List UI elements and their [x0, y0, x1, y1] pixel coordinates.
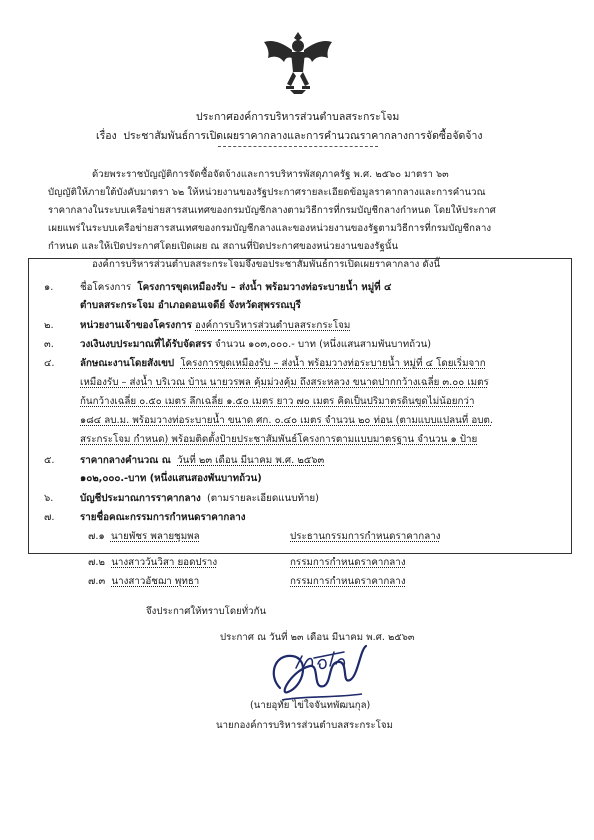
item-value: จำนวน ๑๐๓,๐๐๐.- บาท (หนึ่งแสนสามพันบาทถ้วน): [214, 339, 432, 350]
item-project-name: [80, 280, 391, 295]
item-value: ๑๐๒,๐๐๐.-บาท (หนึ่งแสนสองพันบาทถ้วน): [80, 473, 262, 484]
committee-role: ประธานกรรมการกำหนดราคากลาง: [290, 531, 441, 542]
item-label: รายชื่อคณะกรรมการกำหนดราคากลาง: [80, 512, 246, 523]
item-value: องค์การบริหารส่วนตำบลสระกระโจม: [195, 320, 351, 331]
item-agency: [80, 318, 350, 333]
item-summary-line: ๑๘๔ ลบ.ม. พร้อมวางท่อระบายน้ำ ขนาด ศก. ๐.๔๐ เมตร จำนวน ๒๐ ท่อน (ตามแบบแปลนที่ อบต.: [80, 415, 493, 426]
preamble-line-1: ด้วยพระราชบัญญัติการจัดซื้อจัดจ้างและการบริหารพัสดุภาครัฐ พ.ศ. ๒๕๖๐ มาตรา ๖๓: [92, 169, 449, 180]
item-budget: [80, 337, 431, 352]
committee-name: นายพัชร พลายชุมพล: [110, 531, 200, 542]
item-number: ๓.: [44, 339, 54, 350]
item-label: ราคากลางคำนวณ ณ: [80, 455, 171, 466]
item-value: วันที่ ๒๓ เดือน มีนาคม พ.ศ. ๒๕๖๓: [177, 455, 325, 466]
signer-title: นายกองค์การบริหารส่วนตำบลสระกระโจม: [216, 720, 393, 731]
committee-row: [88, 555, 217, 570]
committee-no: ๗.๒: [88, 557, 105, 568]
item-estimate: [80, 491, 319, 506]
signer-name: (นายอุทัย ไข่ใจจันทพัฒนกุล): [250, 700, 371, 711]
item-value: (ตามรายละเอียดแนบท้าย): [206, 493, 319, 504]
item-number: ๒.: [44, 320, 54, 331]
preamble-line-4: เผยแพร่ในระบบเครือข่ายสารสนเทศของกรมบัญชีกลางและของหน่วยงานของรัฐตามวิธีการที่กรมบัญชีกลาง: [48, 223, 492, 234]
item-label: ชื่อโครงการ: [80, 282, 132, 293]
issuer-line: ประกาศองค์การบริหารส่วนตำบลสระกระโจม: [196, 111, 400, 123]
preamble-line-6: องค์การบริหารส่วนตำบลสระกระโจมจึงขอประชาสัมพันธ์การเปิดเผยราคากลาง ดังนี้: [92, 259, 441, 270]
item-number: ๑.: [44, 282, 54, 293]
item-number: ๕.: [44, 455, 55, 466]
committee-role: กรรมการกำหนดราคากลาง: [290, 576, 406, 587]
subject-line: [96, 127, 482, 144]
date-line: ประกาศ ณ วันที่ ๒๓ เดือน มีนาคม พ.ศ. ๒๕๖๓: [220, 632, 415, 643]
committee-role: กรรมการกำหนดราคากลาง: [290, 557, 406, 568]
item-label: หน่วยงานเจ้าของโครงการ: [80, 320, 192, 331]
committee-name: นางสาววันวิสา ยอดปราง: [111, 557, 218, 568]
item-number: ๔.: [44, 358, 55, 369]
subject-text: ประชาสัมพันธ์การเปิดเผยราคากลางและการคำนวณราคากลางการจัดซื้อจัดจ้าง: [123, 130, 483, 142]
item-summary: [80, 356, 486, 371]
closing-text: จึงประกาศให้ทราบโดยทั่วกัน: [146, 606, 267, 617]
garuda-emblem-icon: [262, 28, 334, 96]
item-label: ลักษณะงานโดยสังเขป: [80, 358, 175, 369]
header-divider: [218, 146, 378, 147]
committee-no: ๗.๓: [88, 576, 106, 587]
preamble-line-5: กำหนด และให้เปิดประกาศโดยเปิดเผย ณ สถานที่ปิดประกาศของหน่วยงานของรัฐนั้น: [48, 241, 399, 252]
item-label: วงเงินงบประมาณที่ได้รับจัดสรร: [80, 339, 212, 350]
committee-row: [88, 529, 200, 544]
committee-name: นางสาวอัชฌา พุทธา: [111, 576, 200, 587]
preamble-line-3: ราคากลางในระบบเครือข่ายสารสนเทศของกรมบัญชีกลางตามวิธีการที่กรมบัญชีกลางกำหนด โดยให้ประกาศ: [48, 205, 496, 216]
item-committee-heading: [80, 510, 246, 525]
item-label: บัญชีประมาณการราคากลาง: [80, 493, 201, 504]
item-number: ๗.: [44, 512, 55, 523]
item-summary-line: เหมืองรับ – ส่งน้ำ บริเวณ บ้าน นายวรพล คุ้มม่วงคุ้ม ถึงสระหลวง ขนาดปากกว้างเฉลี่ย ๓.๐๐ เมตร: [80, 377, 489, 388]
item-value: โครงการขุดเหมืองรับ – ส่งน้ำ พร้อมวางท่อระบายน้ำ หมู่ที่ ๔ โดยเริ่มจาก: [180, 358, 486, 369]
item-summary-line: ก้นกว้างเฉลี่ย ๐.๕๐ เมตร ลึกเฉลี่ย ๑.๕๐ เมตร ยาว ๗๐ เมตร คิดเป็นปริมาตรดินขุดไม่น้อยกว่า: [80, 396, 475, 407]
item-number: ๖.: [44, 493, 54, 504]
committee-row: [88, 574, 199, 589]
item-reference-amount: [80, 471, 262, 486]
preamble-line-2: บัญญัติให้ภายใต้บังคับมาตรา ๖๒ ให้หน่วยงานของรัฐประกาศรายละเอียดข้อมูลราคากลางและการคำนวณ: [48, 187, 486, 198]
item-value: ตำบลสระกระโจม อำเภอดอนเจดีย์ จังหวัดสุพรรณบุรี: [80, 300, 301, 311]
item-project-location: [80, 298, 301, 313]
handwritten-date-icon: [292, 648, 350, 674]
committee-no: ๗.๑: [88, 531, 105, 542]
item-value: โครงการขุดเหมืองรับ – ส่งน้ำ พร้อมวางท่อระบายน้ำ หมู่ที่ ๔: [137, 282, 392, 293]
subject-label: เรื่อง: [96, 130, 117, 142]
item-reference-price: [80, 453, 324, 468]
item-summary-line: สระกระโจม กำหนด) พร้อมติดตั้งป้ายประชาสัมพันธ์โครงการตามแบบมาตรฐาน จำนวน ๑ ป้าย: [80, 434, 478, 445]
